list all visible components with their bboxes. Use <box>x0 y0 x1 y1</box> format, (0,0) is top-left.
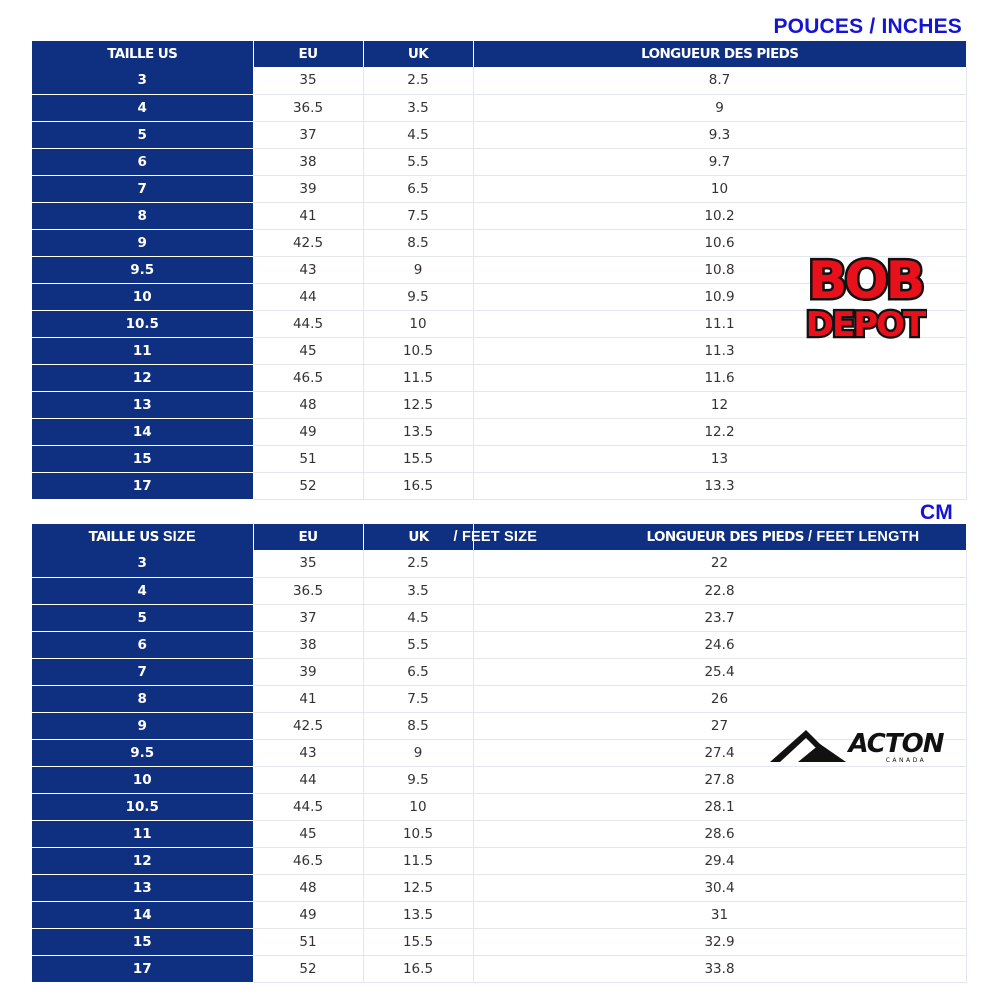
foot-length-cell: 25.4 <box>473 658 966 685</box>
us-size-cell: 6 <box>32 631 253 658</box>
header-row <box>32 524 966 550</box>
us-size-cell: 10 <box>32 283 253 310</box>
uk-size-cell: 13.5 <box>363 418 473 445</box>
uk-size-cell: 6.5 <box>363 175 473 202</box>
us-size-cell: 9.5 <box>32 256 253 283</box>
eu-size-cell: 43 <box>253 256 363 283</box>
foot-length-cell: 10.2 <box>473 202 966 229</box>
eu-size-cell: 35 <box>253 67 363 94</box>
foot-length-cell: 28.6 <box>473 820 966 847</box>
us-size-cell: 10.5 <box>32 793 253 820</box>
us-size-cell: 3 <box>32 550 253 577</box>
us-size-cell: 7 <box>32 175 253 202</box>
foot-length-cell: 24.6 <box>473 631 966 658</box>
foot-length-cell: 26 <box>473 685 966 712</box>
uk-size-cell: 16.5 <box>363 472 473 499</box>
eu-size-cell: 43 <box>253 739 363 766</box>
table-row <box>32 94 966 121</box>
eu-size-cell: 48 <box>253 874 363 901</box>
us-size-cell: 3 <box>32 67 253 94</box>
eu-size-cell: 51 <box>253 928 363 955</box>
uk-size-cell: 13.5 <box>363 901 473 928</box>
bob-depot-logo <box>803 248 927 344</box>
eu-size-cell: 52 <box>253 955 363 982</box>
us-size-cell: 11 <box>32 820 253 847</box>
us-size-cell: 7 <box>32 658 253 685</box>
table-row <box>32 202 966 229</box>
table-row <box>32 577 966 604</box>
header-row <box>32 41 966 67</box>
foot-length-cell: 12.2 <box>473 418 966 445</box>
header-us-extra: SIZE <box>162 529 196 545</box>
us-size-cell: 14 <box>32 901 253 928</box>
us-size-cell: 15 <box>32 445 253 472</box>
us-size-cell: 10.5 <box>32 310 253 337</box>
foot-length-cell: 13 <box>473 445 966 472</box>
header-uk-label: UK <box>408 529 429 545</box>
eu-size-cell: 36.5 <box>253 94 363 121</box>
foot-length-cell: 27 <box>473 712 966 739</box>
eu-size-cell: 51 <box>253 445 363 472</box>
eu-size-cell: 42.5 <box>253 712 363 739</box>
eu-size-cell: 39 <box>253 175 363 202</box>
uk-size-cell: 9 <box>363 256 473 283</box>
table-row <box>32 901 966 928</box>
bob-logo-line1: BOB <box>807 251 923 311</box>
header-eu: EU <box>253 41 363 67</box>
table-row <box>32 847 966 874</box>
table-row <box>32 121 966 148</box>
table-row <box>32 67 966 94</box>
eu-size-cell: 46.5 <box>253 364 363 391</box>
uk-size-cell: 4.5 <box>363 121 473 148</box>
table-row <box>32 928 966 955</box>
uk-size-cell: 7.5 <box>363 202 473 229</box>
us-size-cell: 5 <box>32 121 253 148</box>
foot-length-cell: 31 <box>473 901 966 928</box>
uk-size-cell: 5.5 <box>363 148 473 175</box>
foot-length-cell: 8.7 <box>473 67 966 94</box>
us-size-cell: 4 <box>32 577 253 604</box>
foot-length-cell: 13.3 <box>473 472 966 499</box>
foot-length-cell: 11.6 <box>473 364 966 391</box>
us-size-cell: 12 <box>32 847 253 874</box>
foot-length-cell: 9 <box>473 94 966 121</box>
header-foot-length: LONGUEUR DES PIEDS <box>473 41 966 67</box>
bob-logo-line2: DEPOT <box>805 305 925 344</box>
foot-length-cell: 10.9 <box>473 283 966 310</box>
foot-length-cell: 9.7 <box>473 148 966 175</box>
us-size-cell: 11 <box>32 337 253 364</box>
header-foot-length <box>453 524 966 550</box>
eu-size-cell: 44 <box>253 283 363 310</box>
eu-size-cell: 45 <box>253 820 363 847</box>
us-size-cell: 8 <box>32 202 253 229</box>
table-row <box>32 631 966 658</box>
uk-size-cell: 3.5 <box>363 577 473 604</box>
eu-size-cell: 35 <box>253 550 363 577</box>
acton-logo-sub: CANADA <box>885 757 927 764</box>
foot-length-cell: 23.7 <box>473 604 966 631</box>
foot-length-cell: 10.8 <box>473 256 966 283</box>
us-size-cell: 14 <box>32 418 253 445</box>
table-row <box>32 955 966 982</box>
uk-size-cell: 9.5 <box>363 283 473 310</box>
uk-size-cell: 10 <box>363 793 473 820</box>
uk-size-cell: 11.5 <box>363 364 473 391</box>
eu-size-cell: 48 <box>253 391 363 418</box>
acton-logo <box>768 724 948 766</box>
table-row <box>32 874 966 901</box>
foot-length-cell: 28.1 <box>473 793 966 820</box>
us-size-cell: 17 <box>32 472 253 499</box>
table-row <box>32 391 966 418</box>
uk-size-cell: 10.5 <box>363 337 473 364</box>
eu-size-cell: 39 <box>253 658 363 685</box>
eu-size-cell: 49 <box>253 418 363 445</box>
eu-size-cell: 42.5 <box>253 229 363 256</box>
header-us-size: TAILLE US <box>32 41 253 67</box>
eu-size-cell: 44.5 <box>253 793 363 820</box>
eu-size-cell: 45 <box>253 337 363 364</box>
table-row <box>32 175 966 202</box>
header-us-size <box>32 524 253 550</box>
uk-size-cell: 4.5 <box>363 604 473 631</box>
table-row <box>32 148 966 175</box>
foot-length-cell: 10.6 <box>473 229 966 256</box>
uk-size-cell: 2.5 <box>363 67 473 94</box>
table-row <box>32 418 966 445</box>
us-size-cell: 13 <box>32 874 253 901</box>
us-size-cell: 9.5 <box>32 739 253 766</box>
eu-size-cell: 41 <box>253 685 363 712</box>
table-row <box>32 658 966 685</box>
eu-size-cell: 44 <box>253 766 363 793</box>
uk-size-cell: 11.5 <box>363 847 473 874</box>
header-us-label: TAILLE US <box>88 529 159 545</box>
header-uk-extra: / FEET SIZE <box>453 529 538 545</box>
header-eu: EU <box>253 524 363 550</box>
foot-length-cell: 22.8 <box>473 577 966 604</box>
uk-size-cell: 10.5 <box>363 820 473 847</box>
eu-size-cell: 36.5 <box>253 577 363 604</box>
us-size-cell: 5 <box>32 604 253 631</box>
table-row <box>32 364 966 391</box>
us-size-cell: 12 <box>32 364 253 391</box>
us-size-cell: 17 <box>32 955 253 982</box>
header-length-extra: / FEET LENGTH <box>807 529 920 545</box>
us-size-cell: 9 <box>32 712 253 739</box>
foot-length-cell: 29.4 <box>473 847 966 874</box>
table-row <box>32 604 966 631</box>
eu-size-cell: 37 <box>253 121 363 148</box>
us-size-cell: 13 <box>32 391 253 418</box>
foot-length-cell: 11.1 <box>473 310 966 337</box>
uk-size-cell: 2.5 <box>363 550 473 577</box>
eu-size-cell: 38 <box>253 631 363 658</box>
us-size-cell: 9 <box>32 229 253 256</box>
uk-size-cell: 15.5 <box>363 445 473 472</box>
table-row <box>32 445 966 472</box>
foot-length-cell: 10 <box>473 175 966 202</box>
foot-length-cell: 11.3 <box>473 337 966 364</box>
us-size-cell: 6 <box>32 148 253 175</box>
foot-length-cell: 9.3 <box>473 121 966 148</box>
eu-size-cell: 49 <box>253 901 363 928</box>
uk-size-cell: 12.5 <box>363 391 473 418</box>
uk-size-cell: 9.5 <box>363 766 473 793</box>
uk-size-cell: 3.5 <box>363 94 473 121</box>
acton-logo-name: ACTON <box>848 729 944 759</box>
uk-size-cell: 9 <box>363 739 473 766</box>
uk-size-cell: 15.5 <box>363 928 473 955</box>
us-size-cell: 4 <box>32 94 253 121</box>
eu-size-cell: 52 <box>253 472 363 499</box>
table-row <box>32 820 966 847</box>
table-row <box>32 766 966 793</box>
table-row <box>32 793 966 820</box>
foot-length-cell: 22 <box>473 550 966 577</box>
uk-size-cell: 8.5 <box>363 712 473 739</box>
table-row <box>32 550 966 577</box>
eu-size-cell: 41 <box>253 202 363 229</box>
table-row <box>32 472 966 499</box>
foot-length-cell: 30.4 <box>473 874 966 901</box>
eu-size-cell: 44.5 <box>253 310 363 337</box>
uk-size-cell: 10 <box>363 310 473 337</box>
foot-length-cell: 27.8 <box>473 766 966 793</box>
us-size-cell: 15 <box>32 928 253 955</box>
foot-length-cell: 32.9 <box>473 928 966 955</box>
eu-size-cell: 38 <box>253 148 363 175</box>
eu-size-cell: 46.5 <box>253 847 363 874</box>
uk-size-cell: 5.5 <box>363 631 473 658</box>
table-row <box>32 685 966 712</box>
us-size-cell: 10 <box>32 766 253 793</box>
cm-title: CM <box>919 501 953 524</box>
foot-length-cell: 33.8 <box>473 955 966 982</box>
inches-title: POUCES / INCHES <box>773 15 962 38</box>
uk-size-cell: 7.5 <box>363 685 473 712</box>
uk-size-cell: 12.5 <box>363 874 473 901</box>
foot-length-cell: 12 <box>473 391 966 418</box>
header-uk: UK <box>363 41 473 67</box>
eu-size-cell: 37 <box>253 604 363 631</box>
uk-size-cell: 8.5 <box>363 229 473 256</box>
us-size-cell: 8 <box>32 685 253 712</box>
foot-length-cell: 27.4 <box>473 739 966 766</box>
uk-size-cell: 16.5 <box>363 955 473 982</box>
header-length-label: LONGUEUR DES PIEDS <box>646 529 804 545</box>
uk-size-cell: 6.5 <box>363 658 473 685</box>
